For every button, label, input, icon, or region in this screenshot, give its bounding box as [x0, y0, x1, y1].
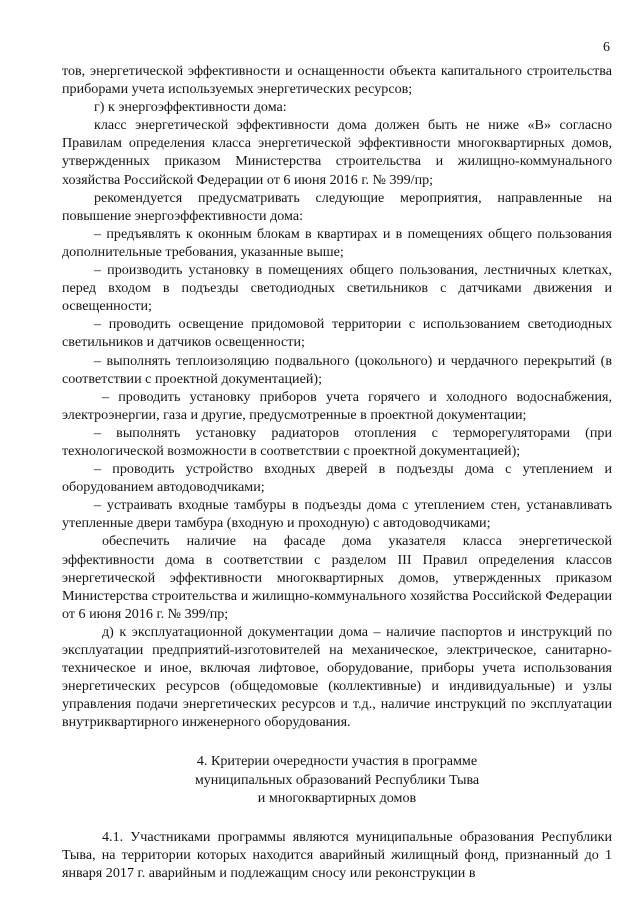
- list-item-entrance-doors: – проводить устройство входных дверей в подъезды дома с утеплением и оборудованием автодоводчиками;: [62, 461, 612, 496]
- list-item-led-lights: – производить установку в помещениях общего пользования, лестничных клетках, перед входом в подъезды светодиодных светильников с датчиками движения и освещенности;: [62, 262, 612, 315]
- section-heading-line-3: и многоквартирных домов: [257, 789, 417, 806]
- list-item-vestibules: – устраивать входные тамбуры в подъезды дома с утеплением стен, устанавливать утепленные двери тамбура (входную и проходную) с автодоводчиками;: [62, 497, 612, 532]
- list-item-window-blocks: – предъявлять к оконным блокам в квартирах и в помещениях общего пользования дополнительные требования, указанные выше;: [62, 225, 612, 260]
- paragraph-recommendations: рекомендуется предусматривать следующие мероприятия, направленные на повышение энергоэффективности дома:: [62, 189, 612, 224]
- paragraph-facade-indicator: обеспечить наличие на фасаде дома указателя класса энергетической эффективности дома в соответствии с разделом III Правил определения классов энергетической эффективности многоквартирных домов, утвержденных приказом Министерства строительства и жилищно-коммунального хозяйства Российской Федерации от 6 июня 2016 г. № 399/пр;: [62, 533, 612, 622]
- paragraph-item-g: г) к энергоэффективности дома:: [94, 99, 287, 116]
- list-item-insulation: – выполнять теплоизоляцию подвального (цокольного) и чердачного перекрытий (в соответствии с проектной документацией);: [62, 352, 612, 387]
- page-number: 6: [603, 40, 610, 55]
- list-item-meters: – проводить установку приборов учета горячего и холодного водоснабжения, электроэнергии, газа и другие, предусмотренные в проектной документации;: [62, 388, 612, 423]
- section-heading-line-2: муниципальных образований Республики Тыва: [194, 771, 480, 788]
- section-heading-line-1: 4. Критерии очередности участия в программе: [196, 753, 478, 770]
- list-item-radiators: – выполнять установку радиаторов отопления с терморегуляторами (при технологической возможности в соответствии с проектной документацией);: [62, 424, 612, 459]
- list-item-outdoor-lighting: – проводить освещение придомовой территории с использованием светодиодных светильников и датчиков освещенности;: [62, 316, 612, 351]
- paragraph-continuation: тов, энергетической эффективности и оснащенности объекта капитального строительства приборами учета используемых энергетических ресурсов;: [62, 63, 612, 98]
- paragraph-4-1: 4.1. Участниками программы являются муниципальные образования Республики Тыва, на территории которых находится аварийный жилищный фонд, признанный до 1 января 2017 г. аварийным и подлежащим сносу или реконструкции в: [62, 829, 612, 882]
- paragraph-energy-class: класс энергетической эффективности дома должен быть не ниже «В» согласно Правилам определения класса энергетической эффективности многоквартирных домов, утвержденных приказом Министерства строительства и жилищно-коммунального хозяйства Российской Федерации от 6 июня 2016 г. № 399/пр;: [62, 117, 612, 188]
- section-heading: [62, 752, 612, 807]
- paragraph-item-d: д) к эксплуатационной документации дома – наличие паспортов и инструкций по эксплуатации предприятий-изготовителей на механическое, электрическое, санитарно-техническое и иное, включая лифтовое, оборудование, приборы учета использования энергетических ресурсов (общедомовые (коллективные) и индивидуальные) и узлы управления подачи энергетических ресурсов и т.д., наличие инструкций по эксплуатации внутриквартирного инженерного оборудования.: [62, 623, 612, 731]
- document-body: [62, 62, 612, 882]
